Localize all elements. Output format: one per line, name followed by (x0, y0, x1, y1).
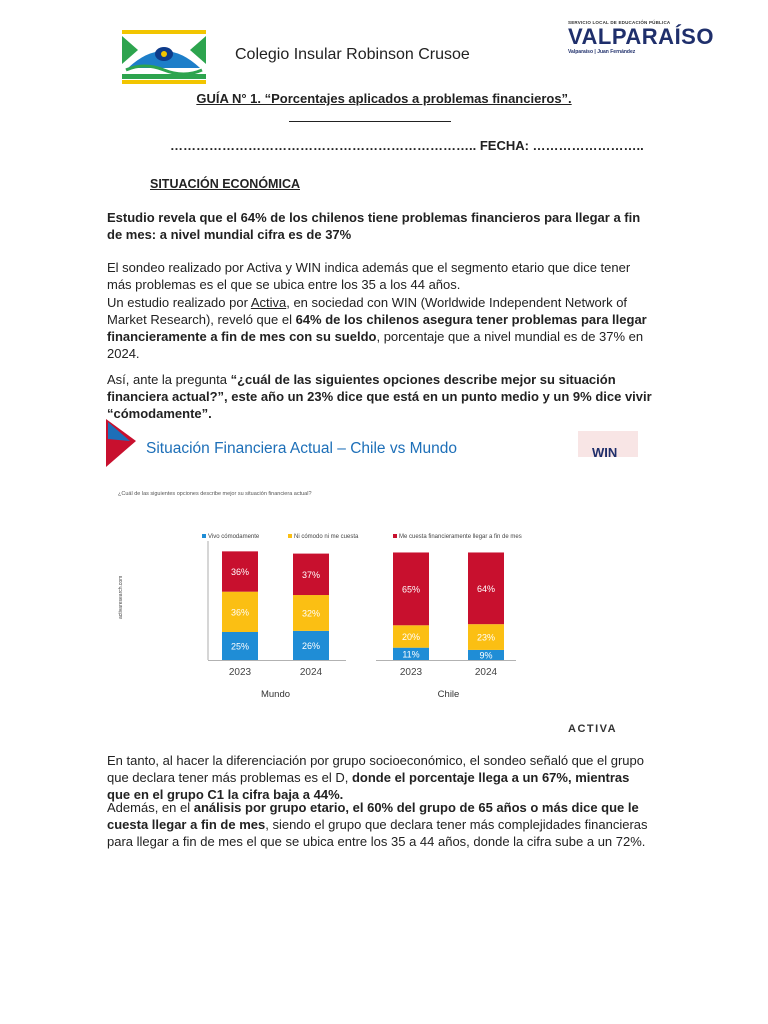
chart-source-left: activaresearch.com (118, 575, 124, 619)
guide-title: GUÍA N° 1. “Porcentajes aplicados a problemas financieros”. (196, 91, 572, 106)
paragraph-4 (107, 752, 652, 803)
region-logo (568, 20, 720, 68)
paragraph-2 (107, 294, 652, 362)
paragraph-2-bold: 64% de los chilenos asegura tener problemas para llegar financieramente a fin de mes con su sueldo (107, 312, 647, 344)
bar-data-label: 32% (301, 608, 321, 619)
bar-data-label: 25% (230, 641, 250, 652)
region-logo-name: VALPARAÍSO (568, 24, 714, 49)
win-logo (578, 431, 638, 460)
bar-data-label: 26% (301, 640, 321, 651)
group-label: Mundo (260, 689, 291, 700)
region-logo-small-text: SERVICIO LOCAL DE EDUCACIÓN PÚBLICA (568, 20, 671, 25)
paragraph-2-text-b: , en sociedad con WIN (Worldwide Independent Network of Market Research), reveló que el (107, 295, 628, 327)
section-heading: SITUACIÓN ECONÓMICA (150, 177, 300, 191)
paragraph-1: El sondeo realizado por Activa y WIN indica además que el segmento etario que dice tener más problemas es el que se ubica entre los 35 a los 44 años. (107, 260, 631, 292)
paragraph-2-text-a: Un estudio realizado por (107, 295, 251, 310)
legend-swatch (202, 534, 206, 538)
school-logo (118, 24, 210, 90)
bar-data-label: 23% (476, 632, 496, 643)
title-underline (289, 121, 451, 122)
paragraph-5 (107, 799, 652, 850)
legend-swatch (393, 534, 397, 538)
chart-plot (208, 541, 516, 700)
financial-situation-chart (106, 419, 666, 739)
bar-data-label: 20% (401, 631, 421, 642)
legend-label: Me cuesta financieramente llegar a fin de mes (399, 534, 522, 540)
bar-data-label: 65% (401, 584, 421, 595)
x-tick-label: 2024 (474, 667, 498, 678)
paragraph-4-text-a: En tanto, al hacer la diferenciación por grupo socioeconómico, el sondeo señaló que el grupo que declara tener más problemas es el D, (107, 753, 644, 785)
group-label: Chile (437, 689, 460, 700)
paragraph-4-bold: donde el porcentaje llega a un 67%, mientras que en el grupo C1 la cifra baja a 44%. (107, 770, 630, 802)
paragraph-5-bold: análisis por grupo etario, el 60% del grupo de 65 años o más dice que le cuesta llegar a fin de mes (107, 800, 639, 832)
chart-title: Situación Financiera Actual – Chile vs Mundo (146, 440, 458, 457)
x-tick-label: 2023 (399, 667, 423, 678)
paragraph-5-text-b: , siendo el grupo que declara tener más complejidades financieras para llegar a fin de mes el que se ubica entre los 35 a 44 años, donde la cifra sube a un 72%. (107, 817, 648, 849)
paragraph-3-text-a: Así, ante la pregunta (107, 372, 231, 387)
chart-question: ¿Cuál de las siguientes opciones describe mejor su situación financiera actual? (118, 491, 312, 497)
win-logo-text: WIN (592, 445, 618, 460)
paragraph-5-text-a: Además, en el (107, 800, 194, 815)
x-tick-label: 2023 (228, 667, 252, 678)
bar-data-label: 37% (301, 569, 321, 580)
x-tick-label: 2024 (299, 667, 323, 678)
activa-logo-text: ACTIVA (568, 723, 618, 735)
bar-data-label: 64% (476, 583, 496, 594)
bar-data-label: 36% (230, 567, 250, 578)
bar-data-label: 11% (402, 649, 420, 660)
name-date-line: …………………………………………………………….. FECHA: …………………….. (170, 138, 644, 153)
legend-swatch (288, 534, 292, 538)
chart-legend (202, 534, 522, 540)
paragraph-3 (107, 371, 652, 422)
legend-label: Vivo cómodamente (208, 534, 260, 540)
legend-label: Ni cómodo ni me cuesta (294, 534, 359, 540)
article-headline: Estudio revela que el 64% de los chilenos tiene problemas financieros para llegar a fin de mes: a nivel mundial cifra es de 37% (107, 210, 641, 242)
activa-link[interactable]: Activa (250, 295, 287, 310)
region-logo-subtitle: Valparaíso | Juan Fernández (568, 49, 636, 55)
paragraph-3-bold: “¿cuál de las siguientes opciones describe mejor su situación financiera actual?”, este año un 23% dice que está en un punto medio y un 9% dice vivir “cómodamente”. (107, 372, 652, 421)
bar-data-label: 36% (230, 607, 250, 618)
paragraph-2-text-c: , porcentaje que a nivel mundial es de 37% en 2024. (107, 329, 644, 361)
bar-data-label: 9% (479, 650, 493, 661)
school-name: Colegio Insular Robinson Crusoe (235, 46, 470, 63)
